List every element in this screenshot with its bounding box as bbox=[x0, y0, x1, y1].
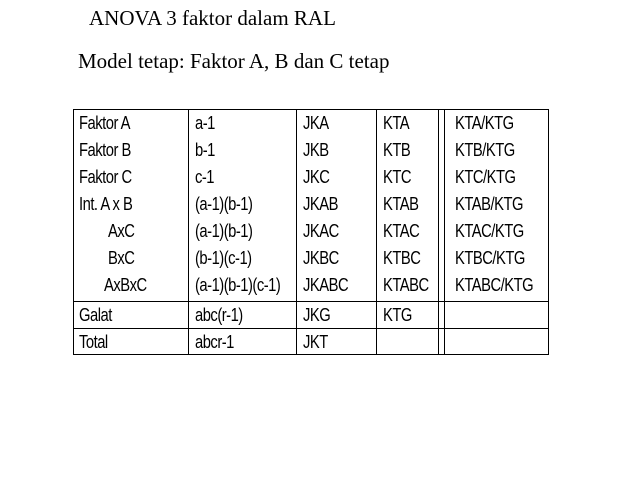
f-cell: KTAC/KTG bbox=[455, 221, 524, 241]
table-row bbox=[74, 110, 548, 137]
f-cell: KTA/KTG bbox=[455, 113, 514, 133]
slide-title: ANOVA 3 faktor dalam RAL bbox=[89, 6, 336, 30]
df-cell: (a-1)(b-1) bbox=[195, 221, 253, 241]
table-row bbox=[74, 301, 548, 329]
ss-cell: JKBC bbox=[303, 248, 339, 268]
slide-subtitle: Model tetap: Faktor A, B dan C tetap bbox=[78, 49, 390, 73]
table-row bbox=[74, 272, 548, 299]
ss-cell: JKA bbox=[303, 113, 329, 133]
ms-cell: KTG bbox=[383, 305, 412, 325]
source-cell: Total bbox=[79, 332, 108, 352]
table-row bbox=[74, 218, 548, 245]
source-cell: AxC bbox=[108, 221, 135, 241]
f-cell: KTC/KTG bbox=[455, 167, 516, 187]
source-cell: BxC bbox=[108, 248, 135, 268]
ms-cell: KTBC bbox=[383, 248, 421, 268]
source-cell: AxBxC bbox=[104, 275, 147, 295]
source-cell: Faktor B bbox=[79, 140, 131, 160]
ss-cell: JKAB bbox=[303, 194, 338, 214]
df-cell: abcr-1 bbox=[195, 332, 234, 352]
ms-cell: KTAC bbox=[383, 221, 420, 241]
f-cell: KTB/KTG bbox=[455, 140, 515, 160]
ss-cell: JKABC bbox=[303, 275, 349, 295]
f-cell: KTAB/KTG bbox=[455, 194, 523, 214]
ms-cell: KTABC bbox=[383, 275, 429, 295]
table-row bbox=[74, 328, 548, 356]
anova-table bbox=[73, 109, 549, 355]
table-row bbox=[74, 245, 548, 272]
ms-cell: KTA bbox=[383, 113, 410, 133]
df-cell: c-1 bbox=[195, 167, 215, 187]
ms-cell: KTAB bbox=[383, 194, 419, 214]
df-cell: a-1 bbox=[195, 113, 215, 133]
ss-cell: JKG bbox=[303, 305, 331, 325]
ss-cell: JKAC bbox=[303, 221, 339, 241]
source-cell: Int. A x B bbox=[79, 194, 133, 214]
ss-cell: JKT bbox=[303, 332, 328, 352]
f-cell: KTABC/KTG bbox=[455, 275, 534, 295]
source-cell: Faktor C bbox=[79, 167, 132, 187]
source-cell: Galat bbox=[79, 305, 112, 325]
df-cell: (a-1)(b-1) bbox=[195, 194, 253, 214]
ms-cell: KTC bbox=[383, 167, 412, 187]
df-cell: (a-1)(b-1)(c-1) bbox=[195, 275, 281, 295]
source-cell: Faktor A bbox=[79, 113, 131, 133]
ss-cell: JKC bbox=[303, 167, 330, 187]
df-cell: abc(r-1) bbox=[195, 305, 243, 325]
table-row bbox=[74, 164, 548, 191]
df-cell: b-1 bbox=[195, 140, 215, 160]
ss-cell: JKB bbox=[303, 140, 329, 160]
df-cell: (b-1)(c-1) bbox=[195, 248, 252, 268]
table-row bbox=[74, 191, 548, 218]
table-row bbox=[74, 137, 548, 164]
f-cell: KTBC/KTG bbox=[455, 248, 525, 268]
ms-cell: KTB bbox=[383, 140, 411, 160]
